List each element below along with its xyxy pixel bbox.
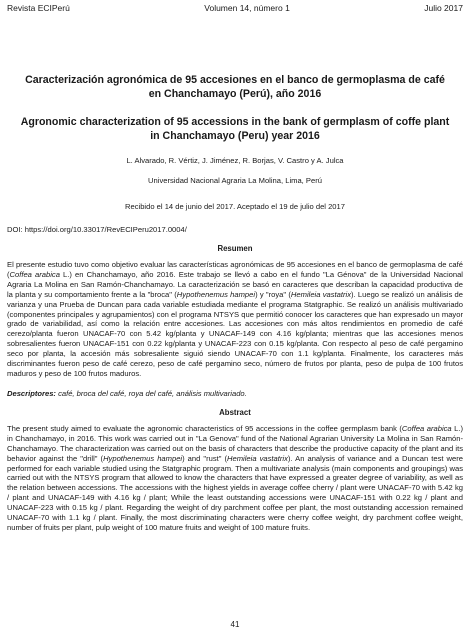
resumen-species-hemileia: Hemileia vastatrix [290, 289, 351, 299]
abstract-text: ) and "rust" ( [182, 453, 228, 463]
abstract-species-hemileia: Hemileia vastatrix [227, 453, 288, 463]
resumen-text: ) y "roya" ( [255, 289, 291, 299]
resumen-heading: Resumen [217, 244, 253, 253]
running-header [7, 0, 463, 15]
resumen-species-hypothenemus: Hypothenemus hampei [176, 289, 256, 299]
abstract-species-coffea: Coffea arabica [401, 423, 452, 433]
title-spanish: Caracterización agronómica de 95 accesiones en el banco de germoplasma de café en Chanchamayo (Perú), año 2016 [25, 74, 445, 100]
received-accepted-dates: Recibido el 14 de junio del 2017. Aceptado el 19 de julio del 2017 [125, 202, 345, 211]
resumen-paragraph [7, 260, 463, 379]
journal-name: Revista ECIPerú [7, 3, 70, 13]
volume-issue: Volumen 14, número 1 [204, 3, 290, 13]
author-list: L. Alvarado, R. Vértiz, J. Jiménez, R. Borjas, V. Castro y A. Julca [126, 156, 344, 165]
abstract-text: ). An analysis of variance and a Duncan test were performed for each variable studied using the Statgraphic program. Then a multivariate analysis (main components and groupings) was carried out with the NTSYS program that allowed to know the characters that have expressed a greater degree of variability, as well as the relation between accessions. The accessions with the highest yields in average coffee cherry / plant were UNACAF-70 with 5.42 kg / plant and UNACAF-149 with 4.16 kg / plant; While the least outstanding accessions were UNACAF-151 with 0.22 kg / plant and UNACAF-223 with 0.15 kg / plant. Regarding the weight of dry parchment coffee per plant, the most outstanding accession remained UNACAF-70 with 1.1 kg / plant. Finally, the most discriminating characters were cherry coffee weight, dry parchment coffee weight, number of fruits per plant, pulp weight of 100 mature fruits and weight of 100 mature fruits. [7, 453, 463, 532]
doi-link[interactable]: DOI: https://doi.org/10.33017/RevECIPeru2017.0004/ [7, 225, 187, 234]
abstract-text: L.) in Chanchamayo, in 2016. This work was carried out in "La Genova" fund of the National Agrarian University La Molina in San Ramón-Chanchamayo. The characterization was carried out on the basis of characters that describe the productive capacity of the plant and its behavior against the "drill" ( [7, 423, 463, 463]
resumen-species-coffea: Coffea arabica [9, 269, 60, 279]
abstract-species-hypothenemus: Hypothenemus hampei [103, 453, 183, 463]
issue-date: Julio 2017 [424, 3, 463, 13]
resumen-text: ). Luego se realizó un análisis de varianza y una Prueba de Duncan para cada variable estudiada mediante el programa Statgraphic. Se realizó un análisis multivariado (componentes principales y agrupamientos) con el programa NTSYS que permitió conocer los caracteres que han expresado un mayor grado de variabilidad, así como la relación entre accesiones. Las accesiones con más altos rendimientos en promedio de café cerezo/planta fueron UNACAF-70 con 5.42 kg/planta y UNACAF-149 con 4.16 kg/planta; mientras que las accesiones menos sobresalientes fueron UNACAF-151 con 0.22 kg/planta y UNACAF-223 con 0.15 kg/planta. Con respecto al peso de café pergamino seco por planta, la accesión más sobresaliente siguió siendo UNACAF-70 con 1.1 kg/planta. Finalmente, los caracteres más discriminantes fueron peso de café cerezo, peso de café pergamino seco, número de frutos por planta, peso de pulpa de 100 frutos maduros y peso de 100 frutos maduros. [7, 289, 463, 378]
affiliation: Universidad Nacional Agraria La Molina, Lima, Perú [148, 176, 322, 185]
resumen-text: L.) en Chanchamayo, año 2016. Este trabajo se llevó a cabo en el fundo "La Génova" de la Universidad Nacional Agraria La Molina en San Ramón-Chanchamayo. La caracterización se basó en caracteres que describan la capacidad productiva de la planta y su comportamiento frente a la "broca" ( [7, 269, 463, 299]
keywords-line [7, 389, 463, 398]
abstract-paragraph [7, 424, 463, 533]
abstract-heading: Abstract [219, 407, 251, 417]
keywords-text: café, broca del café, roya del café, análisis multivariado. [55, 388, 247, 398]
title-english: Agronomic characterization of 95 accessions in the bank of germplasm of coffe plant in Chanchamayo (Peru) year 2016 [20, 116, 450, 142]
keywords-label: Descriptores: [7, 388, 56, 398]
abstract-text: The present study aimed to evaluate the agronomic characteristics of 95 accessions in the coffee germplasm bank ( [7, 423, 402, 433]
page-number: 41 [230, 620, 240, 629]
resumen-text: El presente estudio tuvo como objetivo evaluar las características agronómicas de 95 accesiones en el banco de germoplasma de café ( [7, 260, 463, 279]
